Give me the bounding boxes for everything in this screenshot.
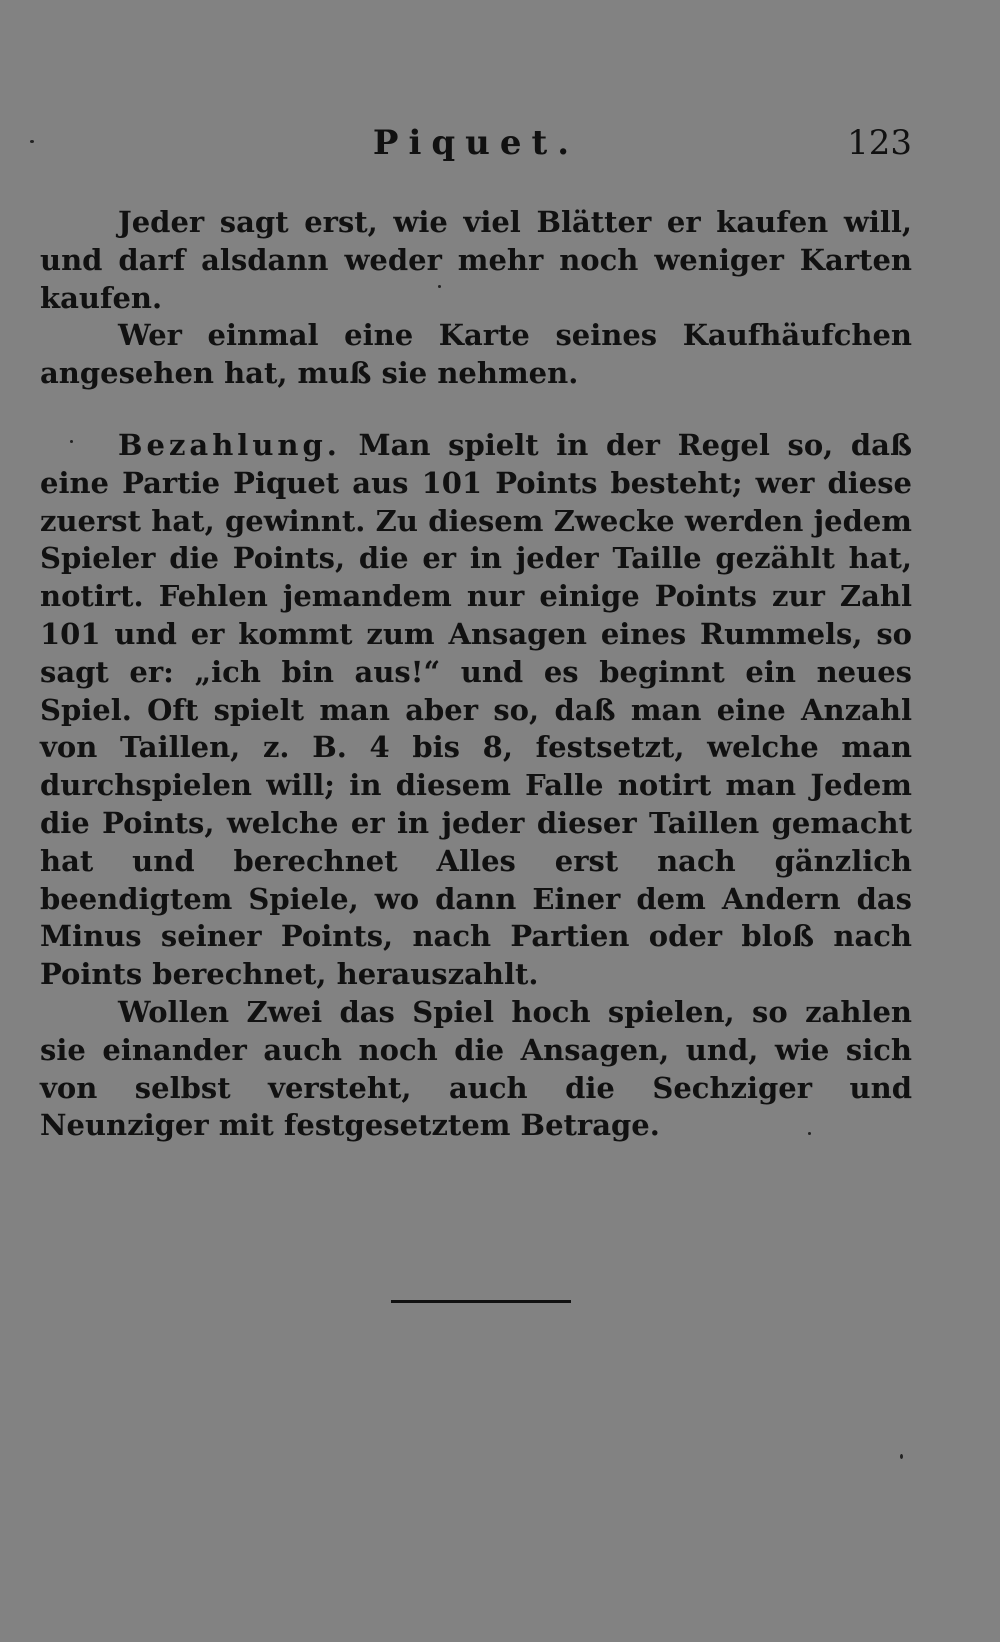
running-title: Piquet. xyxy=(372,123,580,163)
print-speck xyxy=(900,1454,903,1459)
paragraph-2: Wer einmal eine Karte seines Kaufhäufchen angesehen hat, muß sie nehmen. xyxy=(40,318,912,391)
print-speck xyxy=(808,1132,811,1135)
print-speck xyxy=(30,140,34,143)
paragraph-3 xyxy=(40,427,912,994)
end-rule xyxy=(391,1300,571,1303)
paragraph-4: Wollen Zwei das Spiel hoch spielen, so zahlen sie einander auch noch die Ansagen, und, wie sich von selbst versteht, auch die Sechziger und Neunziger mit festgesetztem Betrage. xyxy=(40,994,912,1143)
page-header xyxy=(40,118,912,168)
page-number: 123 xyxy=(847,123,912,163)
paragraph-1: Jeder sagt erst, wie viel Blätter er kaufen will, und darf alsdann weder mehr noch weniger Karten kaufen. xyxy=(40,205,912,315)
print-speck xyxy=(438,285,441,288)
section-heading: Bezahlung. xyxy=(118,427,341,462)
print-speck xyxy=(70,440,73,443)
paragraph-3-text: Man spielt in der Regel so, daß eine Partie Piquet aus 101 Points besteht; wer diese zuerst hat, gewinnt. Zu diesem Zwecke werden jedem Spieler die Points, die er in jeder Taille gezählt hat, notirt. Fehlen jemandem nur einige Points zur Zahl 101 und er kommt zum Ansagen eines Rummels, so sagt er: „ich bin aus!“ und es beginnt ein neues Spiel. Oft spielt man aber so, daß man eine Anzahl von Taillen, z. B. 4 bis 8, festsetzt, welche man durchspielen will; in diesem Falle notirt man Jedem die Points, welche er in jeder dieser Taillen gemacht hat und berechnet Alles erst nach gänzlich beendigtem Spiele, wo dann Einer dem Andern das Minus seiner Points, nach Partien oder bloß nach Points berechnet, herauszahlt. xyxy=(40,427,912,992)
body-text xyxy=(40,204,912,1145)
